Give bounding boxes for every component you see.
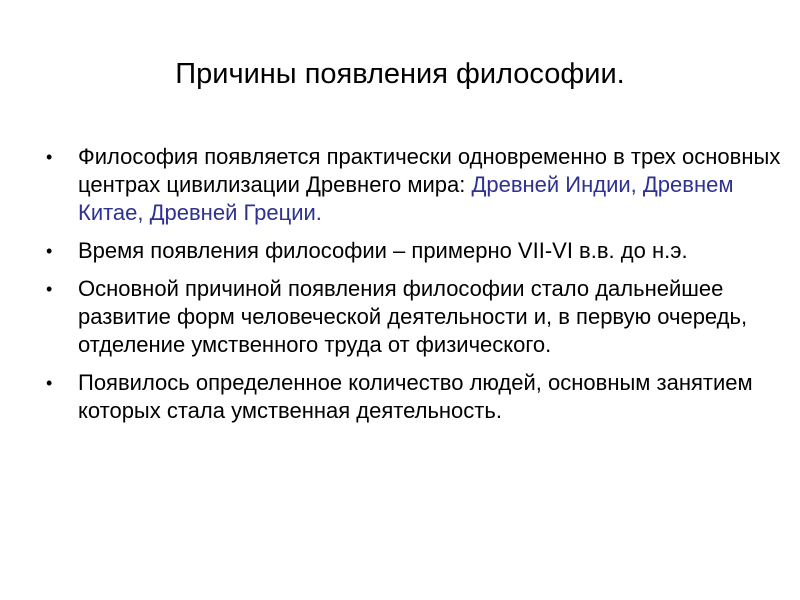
bullet-text: Философия появляется практически одновременно в трех основных центрах цивилизации Древнего мира: bbox=[78, 144, 781, 197]
bullet-text: Время появления философии – примерно VII-VI в.в. до н.э. bbox=[78, 238, 688, 263]
bullet-dot-icon: • bbox=[46, 279, 53, 299]
bullet-accent-text: Древней Индии, Древнем Китае, Древней Греции. bbox=[78, 172, 734, 225]
bullet-text: Появилось определенное количество людей, основным занятием которых стала умственная деятельность. bbox=[78, 370, 753, 423]
bullet-dot-icon: • bbox=[46, 241, 53, 261]
bullet-item bbox=[42, 237, 782, 265]
bullet-item bbox=[42, 143, 782, 227]
bullet-text: Основной причиной появления философии стало дальнейшее развитие форм человеческой деятельности и, в первую очередь, отделение умственного труда от физического. bbox=[78, 276, 748, 357]
bullet-list bbox=[42, 143, 782, 435]
bullet-item bbox=[42, 275, 782, 359]
bullet-dot-icon: • bbox=[46, 373, 53, 393]
bullet-item bbox=[42, 369, 782, 425]
bullet-dot-icon: • bbox=[46, 147, 53, 167]
slide-title: Причины появления философии. bbox=[175, 58, 625, 90]
